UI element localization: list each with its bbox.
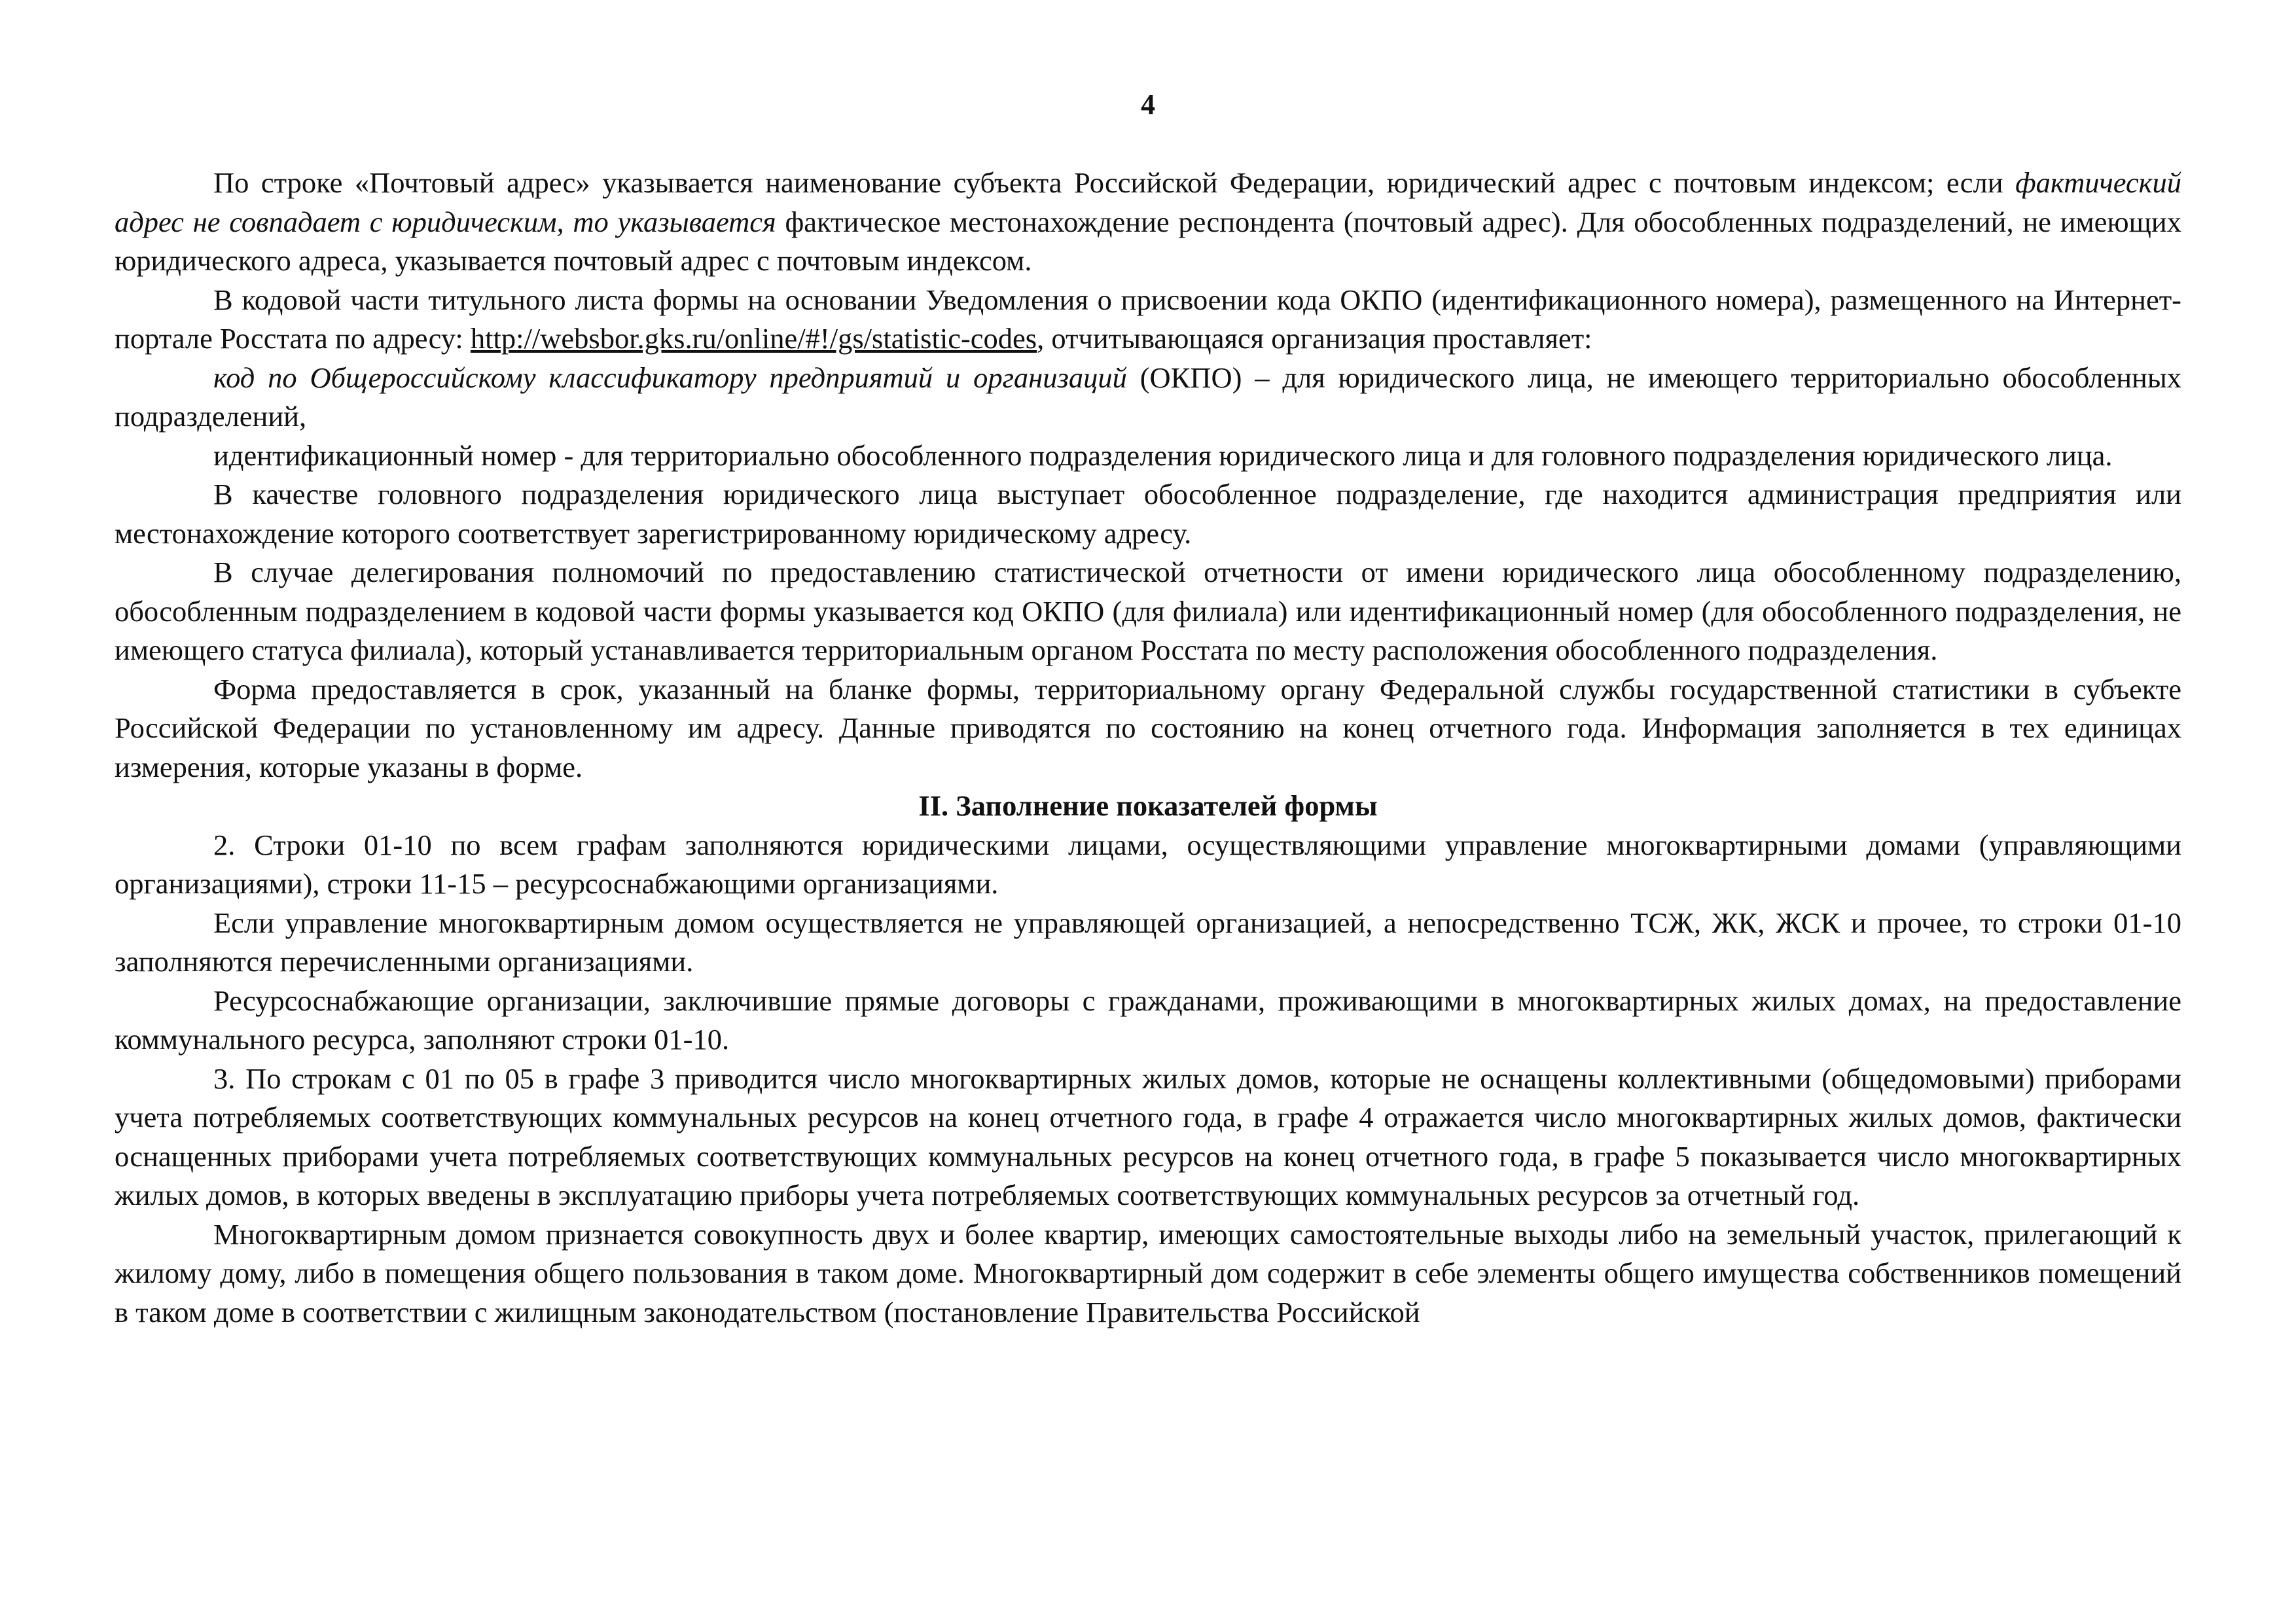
paragraph-submission: Форма предоставляется в срок, указанный на бланке формы, территориальному органу Федеральной службы государственной статистики в субъекте Российской Федерации по установленному им адресу. Данные приводятся по состоянию на конец отчетного года. Информация заполняется в тех единицах измерения, которые указаны в форме. [115, 672, 2181, 783]
paragraph-delegation: В случае делегирования полномочий по предоставлению статистической отчетности от имени юридического лица обособленному подразделению, обособленным подразделением в кодовой части формы указывается код ОКПО (для филиала) или идентификационный номер (для обособленного подразделения, не имеющего статуса филиала), который устанавливается территориальным органом Росстата по месту расположения обособленного подразделения. [115, 556, 2181, 666]
paragraph-head-division: В качестве головного подразделения юридического лица выступает обособленное подразделение, где находится администрация предприятия или местонахождение которого соответствует зарегистрированному юридическому адресу. [115, 478, 2181, 550]
paragraph-postal-address [115, 164, 2181, 281]
paragraph-okpo-code [115, 359, 2181, 437]
paragraph-code-part-start: В кодовой части титульного листа формы на основании Уведомления о присвоении кода ОКПО (идентификационного номера), размещенного на Интернет-портале Росстата по адресу: [115, 283, 2181, 355]
paragraph-rows-01-05: 3. По строкам с 01 по 05 в графе 3 приводится число многоквартирных жилых домов, которые не оснащены коллективными (общедомовыми) приборами учета потребляемых соответствующих коммунальных ресурсов на конец отчетного года, в графе 4 отражается число многоквартирных жилых домов, фактически оснащенных приборами учета потребляемых соответствующих коммунальных ресурсов на конец отчетного года, в графе 5 показывается число многоквартирных жилых домов, в которых введены в эксплуатацию приборы учета потребляемых соответствующих коммунальных ресурсов за отчетный год. [115, 1061, 2181, 1211]
rosstat-link[interactable]: http://websbor.gks.ru/online/#!/gs/statistic-codes [470, 322, 1037, 355]
paragraph-postal-address-rest: фактическое местонахождение респондента (почтовый адрес). Для обособленных подразделений, не имеющих юридического адреса, указывается почтовый адрес с почтовым индексом. [115, 205, 2181, 277]
paragraph-okpo-italic: код по Общероссийскому классификатору предприятий и организаций [213, 361, 1127, 394]
paragraph-rows-01-10: 2. Строки 01-10 по всем графам заполняются юридическими лицами, осуществляющими управление многоквартирными домами (управляющими организациями), строки 11-15 – ресурсоснабжающими организациями. [115, 828, 2181, 900]
section-heading: II. Заполнение показателей формы [918, 789, 1378, 822]
paragraph-identification-number: идентификационный номер - для территориально обособленного подразделения юридического лица и для головного подразделения юридического лица. [213, 438, 2113, 472]
paragraph-apartment-building: Многоквартирным домом признается совокупность двух и более квартир, имеющих самостоятельные выходы либо на земельный участок, прилегающий к жилому дому, либо в помещения общего пользования в таком доме. Многоквартирный дом содержит в себе элементы общего имущества собственников помещений в таком доме в соответствии с жилищным законодательством (постановление Правительства Российской [115, 1217, 2181, 1329]
paragraph-code-part-end: , отчитывающаяся организация проставляет: [1037, 322, 1592, 355]
document-page [115, 85, 2181, 1332]
page-number: 4 [1141, 88, 1155, 120]
paragraph-postal-address-text: По строке «Почтовый адрес» указывается наименование субъекта Российской Федерации, юридический адрес с почтовым индексом; если [213, 166, 2003, 199]
paragraph-management: Если управление многоквартирным домом осуществляется не управляющей организацией, а непосредственно ТСЖ, ЖК, ЖСК и прочее, то строки 01-10 заполняются перечисленными организациями. [115, 906, 2181, 978]
paragraph-okpo-rest: (ОКПО) – для юридического лица, не имеющего территориально обособленных подразделений, [115, 361, 2181, 433]
paragraph-postal-address-italic: фактический адрес не совпадает с юридическим, то указывается [115, 166, 2181, 238]
paragraph-code-part [115, 281, 2181, 359]
paragraph-resource-organizations: Ресурсоснабжающие организации, заключившие прямые договоры с гражданами, проживающими в многоквартирных жилых домах, на предоставление коммунального ресурса, заполняют строки 01-10. [115, 984, 2181, 1056]
